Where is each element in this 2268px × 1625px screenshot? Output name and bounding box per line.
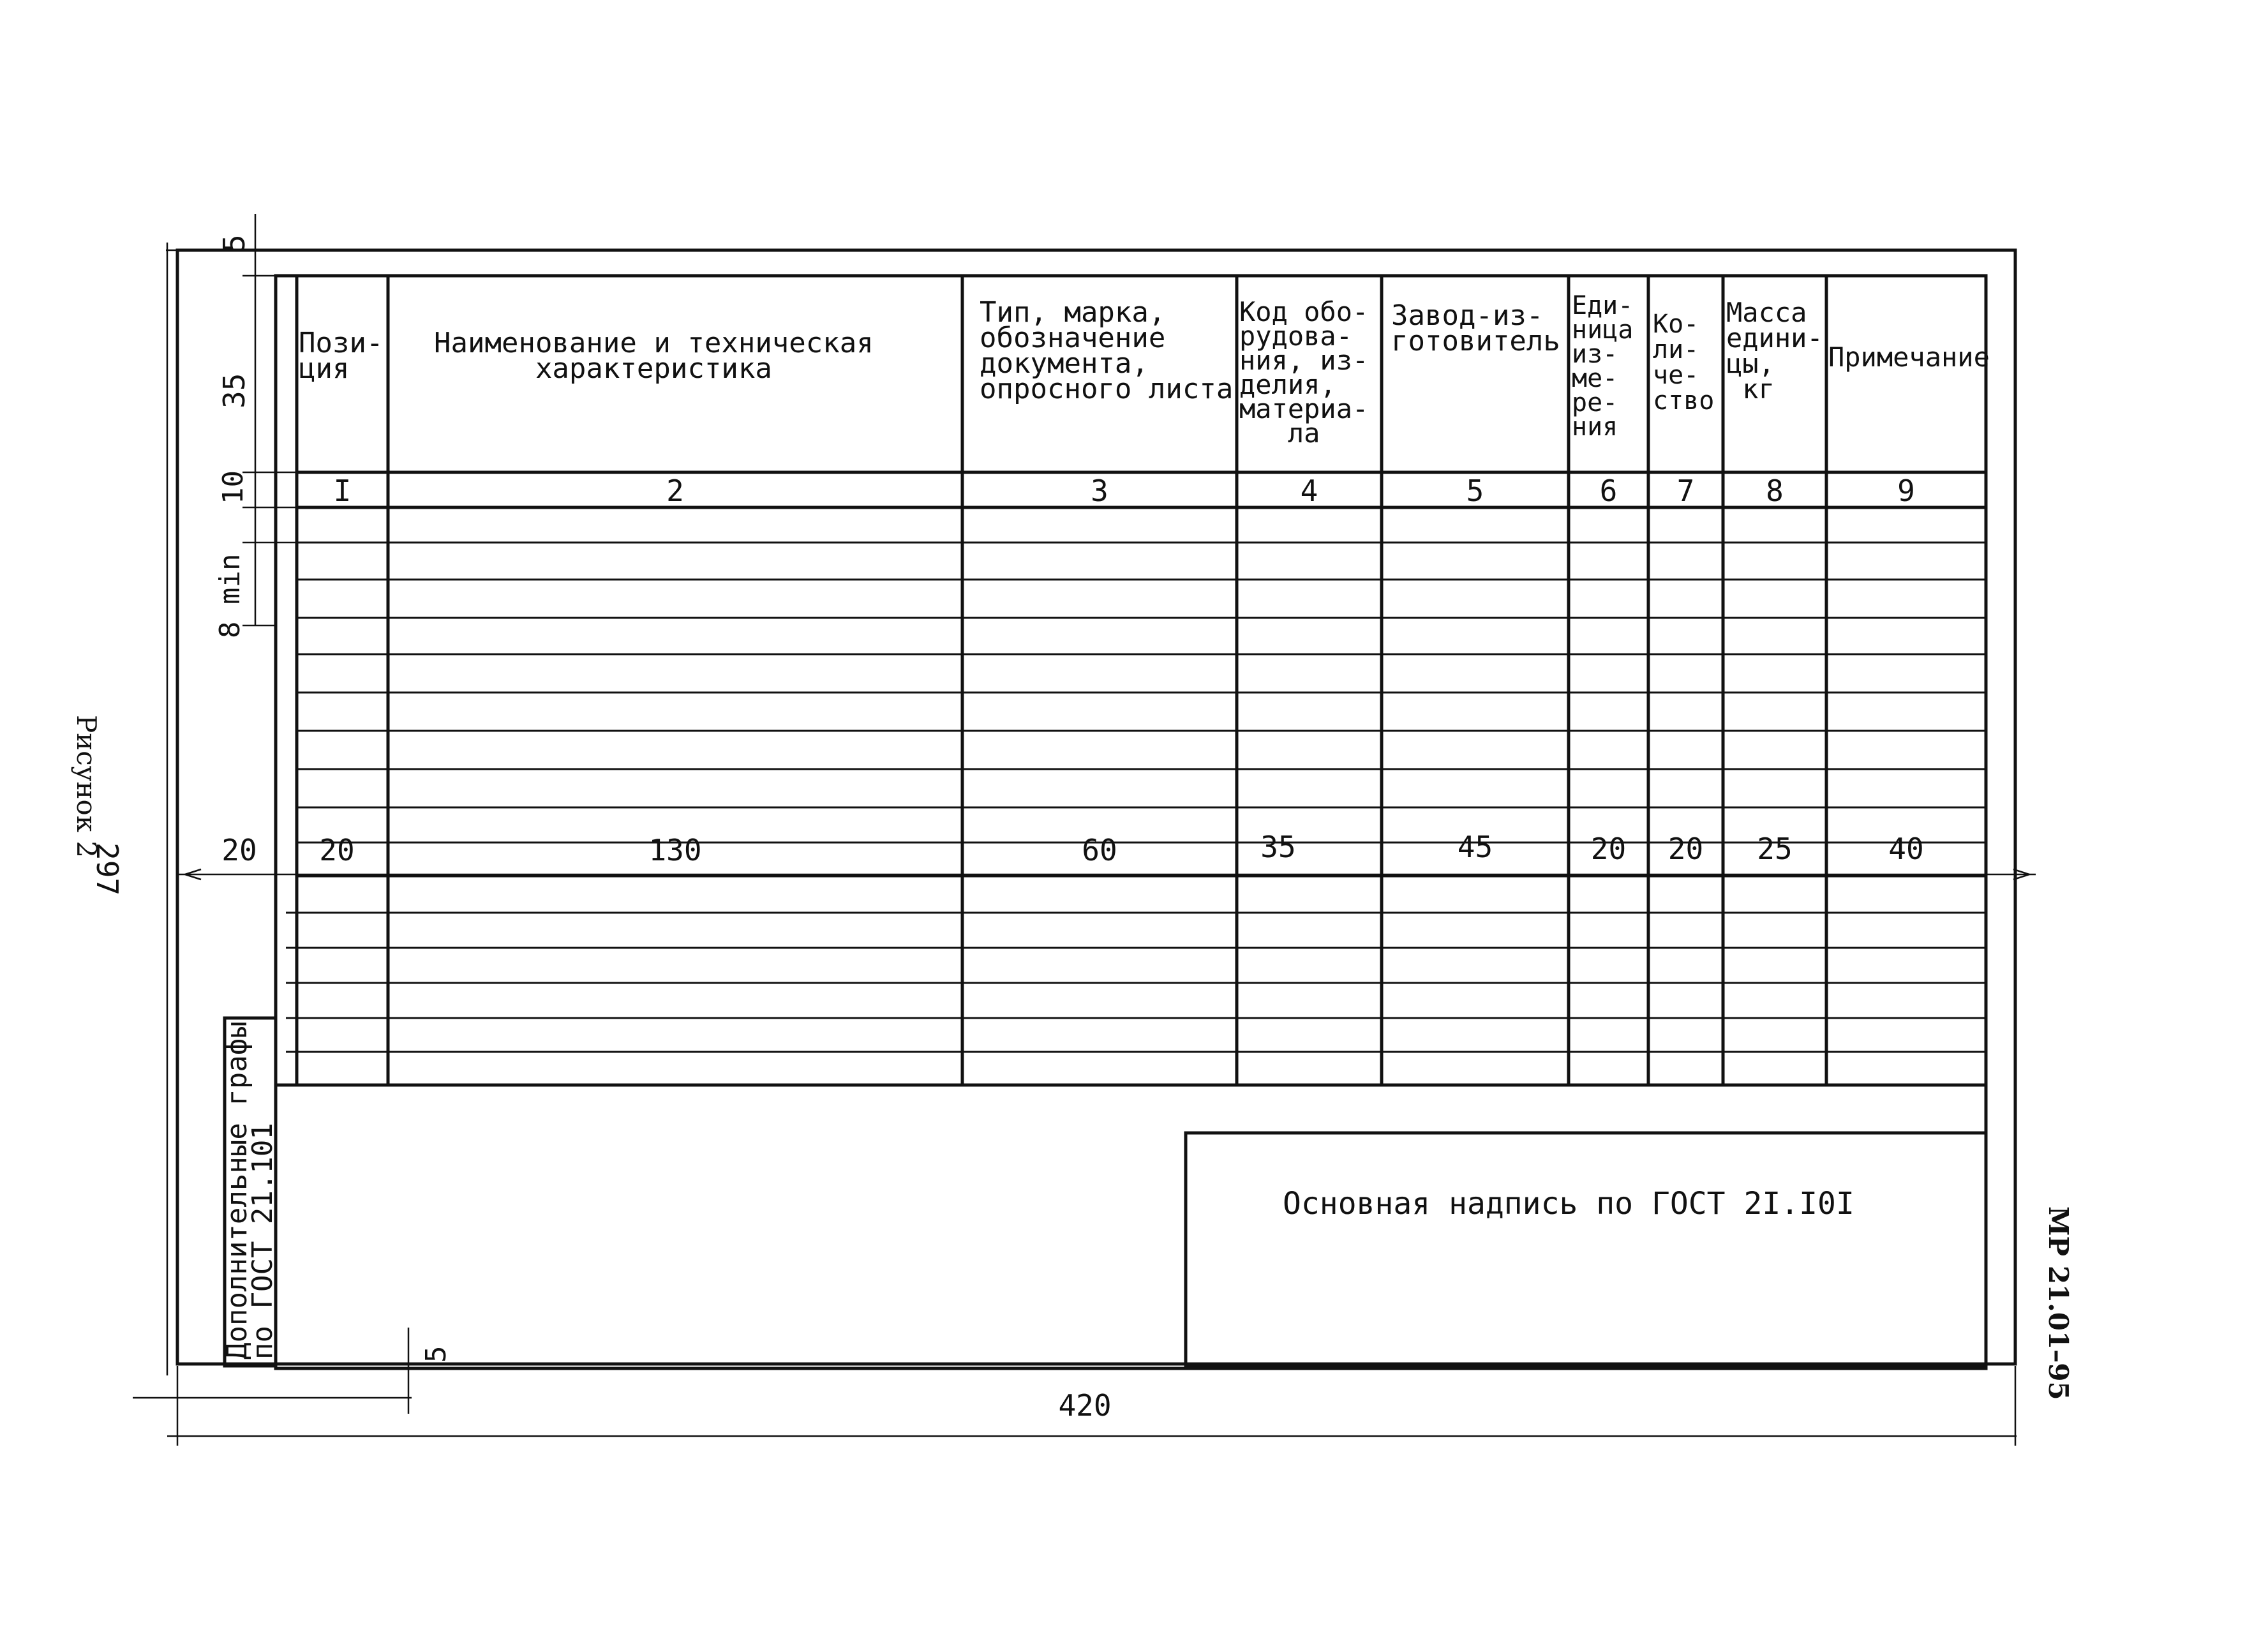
dim-left-margin: 20 <box>221 833 257 867</box>
width-col-8: 25 <box>1757 832 1793 866</box>
title-block-label: Основная надпись по ГОСТ 2I.I0I <box>1283 1186 1854 1222</box>
column-number-4: 4 <box>1300 474 1318 508</box>
column-number-7: 7 <box>1676 474 1695 508</box>
dim-top-margin: 5 <box>217 234 251 252</box>
header-code: Код обо- рудова- ния, из- делия, материа- ла <box>1239 296 1369 449</box>
additional-columns-label: Дополнительные графы по ГОСТ 21.101 <box>221 1021 279 1359</box>
width-col-5: 45 <box>1457 830 1493 864</box>
width-col-9: 40 <box>1888 832 1924 866</box>
column-number-1: I <box>333 474 352 508</box>
width-col-3: 60 <box>1082 833 1117 867</box>
column-number-8: 8 <box>1766 474 1784 508</box>
dim-number-row-height: 10 <box>217 470 250 504</box>
header-manufacturer: Завод-из- готовитель <box>1391 299 1560 357</box>
column-number-6: 6 <box>1599 474 1618 508</box>
title-block <box>1186 1133 1986 1366</box>
width-col-6: 20 <box>1590 832 1627 866</box>
column-number-2: 2 <box>666 474 684 508</box>
header-position: Пози- ция <box>299 327 384 385</box>
column-number-3: 3 <box>1091 474 1108 508</box>
header-name: Наименование и техническая характеристика <box>434 327 874 385</box>
header-type: Тип, марка, обозначение документа, опросного листа <box>980 296 1234 405</box>
width-col-4: 35 <box>1260 830 1296 864</box>
column-number-9: 9 <box>1897 474 1915 508</box>
width-col-1: 20 <box>319 833 355 867</box>
dim-bottom-gap: 5 <box>420 1345 452 1363</box>
width-col-7: 20 <box>1667 832 1704 866</box>
header-unit: Еди- ница из- ме- ре- ния <box>1572 291 1634 442</box>
document-code: МР 21.01–95 <box>2043 1206 2074 1400</box>
dim-row-height: 8 min <box>214 553 246 638</box>
figure-caption: Рисунок 2 <box>71 715 102 858</box>
header-note: Примечание <box>1828 341 1990 373</box>
dim-sheet-height: 297 <box>90 842 124 896</box>
dim-header-height: 35 <box>217 373 251 408</box>
width-col-2: 130 <box>648 833 702 867</box>
header-quantity: Ко- ли- че- ство <box>1653 310 1715 416</box>
column-number-5: 5 <box>1466 474 1484 508</box>
header-mass: Масса едини- цы, кг <box>1726 297 1823 405</box>
dim-sheet-width: 420 <box>1058 1388 1112 1423</box>
